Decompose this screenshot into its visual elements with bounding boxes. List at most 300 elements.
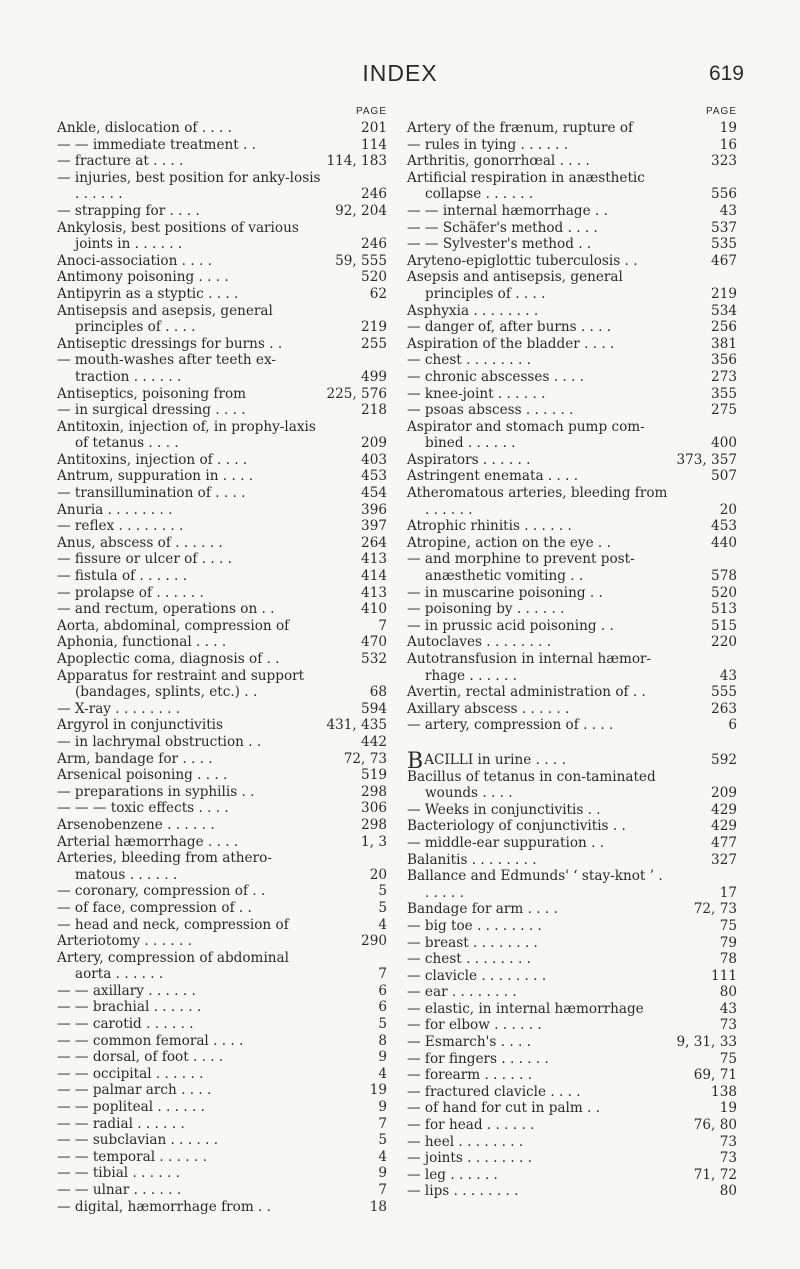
index-entry-term [57, 585, 387, 602]
index-entry [407, 835, 737, 852]
index-entry-term [407, 1167, 737, 1184]
index-entry-page: 219 [711, 285, 737, 302]
index-entry-term [57, 1132, 387, 1149]
index-entry-term [57, 850, 387, 883]
index-entry-term [57, 518, 387, 535]
index-entry-text: — — internal hæmorrhage . . [407, 202, 608, 219]
index-entry-page: 201 [361, 120, 387, 136]
index-entry-term [57, 800, 387, 817]
index-entry-page: 6 [378, 999, 387, 1016]
index-entry [407, 253, 737, 270]
index-entry-page: 413 [361, 551, 387, 568]
index-entry-text: Anoci-association . . . . [57, 252, 212, 269]
index-entry [407, 170, 737, 203]
index-entry [57, 1132, 387, 1149]
index-entry [407, 1017, 737, 1034]
index-entry-page: 80 [719, 984, 737, 1001]
index-entry [407, 1100, 737, 1117]
index-entry-text: Aspirators . . . . . . [407, 451, 531, 468]
index-entry [57, 983, 387, 1000]
index-entry [57, 120, 387, 137]
index-entry [57, 535, 387, 552]
index-entry-text: — strapping for . . . . [57, 202, 200, 219]
index-entry-text: — big toe . . . . . . . . [407, 917, 542, 934]
index-entry-term [57, 883, 387, 900]
index-entry-text: — for head . . . . . . [407, 1117, 535, 1134]
index-entry-page: 454 [361, 485, 387, 502]
index-entry-page: 7 [378, 1182, 387, 1198]
index-entry-term [57, 900, 387, 917]
index-entry-text: Atheromatous arteries, bleeding from . . . . . . [407, 485, 668, 518]
index-entry [57, 485, 387, 502]
index-entry-page: 9 [378, 1099, 387, 1116]
index-entry-text: ACILLI in urine . . . . [424, 751, 566, 768]
index-entry-term [57, 452, 387, 469]
index-entry [57, 452, 387, 469]
index-entry-text: — for fingers . . . . . . [407, 1050, 549, 1067]
index-entry-term [407, 203, 737, 220]
index-entry-page: 256 [711, 319, 737, 336]
index-entry-term [57, 1033, 387, 1050]
index-entry-page: 1, 3 [361, 833, 387, 850]
index-entry-page: 43 [719, 202, 737, 219]
index-entry [407, 386, 737, 403]
index-entry-term [57, 1082, 387, 1099]
page-column-label: PAGE [705, 106, 737, 117]
index-entry-text: — chronic abscesses . . . . [407, 368, 584, 385]
index-entry [407, 269, 737, 302]
index-entry-text: Autoclaves . . . . . . . . [407, 634, 552, 651]
index-entry-page: 520 [711, 584, 737, 601]
index-entry-page: 519 [361, 767, 387, 784]
index-entry-page: 71, 72 [693, 1166, 737, 1183]
index-entry-text: — — occipital . . . . . . [57, 1065, 204, 1082]
index-entry-page: 467 [711, 252, 737, 269]
index-entry-page: 507 [711, 468, 737, 485]
index-entry-page: 5 [378, 883, 387, 900]
index-entry-term [407, 1100, 737, 1117]
index-entry [407, 634, 737, 651]
index-entry [407, 336, 737, 353]
index-entry-term [57, 269, 387, 286]
index-entry-term [57, 618, 387, 635]
index-entry-page: 7 [378, 966, 387, 983]
index-entry [407, 1084, 737, 1101]
index-entry-page: 20 [719, 501, 737, 518]
index-entry-page: 534 [711, 302, 737, 319]
index-entry-page: 273 [711, 368, 737, 385]
index-entry-term [407, 717, 737, 734]
index-entry-text: — danger of, after burns . . . . [407, 319, 612, 336]
index-entry [407, 236, 737, 253]
index-entry-text: Antiseptics, poisoning from [57, 385, 247, 402]
index-entry-text: — Weeks in conjunctivitis . . [407, 801, 601, 818]
index-entry-text: — — popliteal . . . . . . [57, 1099, 205, 1116]
index-entry-page: 414 [361, 568, 387, 585]
index-entry-page: 72, 73 [693, 901, 737, 918]
index-entry-text: Arsenical poisoning . . . . [57, 767, 228, 784]
index-entry-text: Asepsis and antisepsis, general principles of . . . . [407, 269, 623, 302]
index-entry-page: 219 [361, 319, 387, 336]
index-entry-page: 513 [711, 601, 737, 618]
index-entry-term [57, 933, 387, 950]
index-entry-text: — joints . . . . . . . . [407, 1150, 532, 1167]
drop-initial: B [407, 748, 424, 774]
index-entry-page: 431, 435 [326, 717, 387, 734]
index-entry-term [407, 1134, 737, 1151]
index-entry [407, 984, 737, 1001]
index-entry-term [57, 352, 387, 385]
index-entry-text: Antimony poisoning . . . . [57, 269, 229, 286]
index-entry [57, 900, 387, 917]
index-entry-text: Artery of the frænum, rupture of [407, 120, 634, 136]
index-entry [57, 1116, 387, 1133]
index-entry [407, 868, 737, 901]
index-entry-page: 264 [361, 534, 387, 551]
index-entry-term [407, 137, 737, 154]
index-entry-term [407, 769, 737, 802]
index-entry-page: 532 [361, 651, 387, 667]
index-entry-text: — — brachial . . . . . . [57, 999, 202, 1016]
index-entry [57, 1199, 387, 1216]
index-entry-term [57, 551, 387, 568]
index-entry-page: 355 [711, 385, 737, 402]
index-entry-text: — of hand for cut in palm . . [407, 1100, 601, 1117]
index-entry [407, 901, 737, 918]
index-entry-text: Aryteno-epiglottic tuberculosis . . [407, 252, 638, 269]
index-entry-page: 323 [711, 153, 737, 170]
index-entry-text: — in surgical dressing . . . . [57, 402, 246, 419]
index-entry-text: Asphyxia . . . . . . . . [407, 302, 539, 319]
index-entry [57, 568, 387, 585]
index-column-right [407, 106, 737, 1200]
index-entry [57, 917, 387, 934]
index-entry-page: 5 [378, 1132, 387, 1149]
index-entry-page: 4 [378, 1148, 387, 1165]
index-entry-list [407, 120, 737, 1200]
index-entry-term [57, 651, 387, 668]
index-entry-page: 556 [711, 186, 737, 203]
index-entry-term [57, 419, 387, 452]
index-entry-page: 373, 357 [676, 451, 737, 468]
index-entry-term [57, 220, 387, 253]
index-entry-term [57, 1116, 387, 1133]
index-entry [407, 935, 737, 952]
index-entry [57, 269, 387, 286]
index-entry-text: — for elbow . . . . . . [407, 1017, 542, 1034]
index-entry-text: — knee-joint . . . . . . [407, 385, 546, 402]
index-entry [57, 834, 387, 851]
index-entry-text: Astringent enemata . . . . [407, 468, 579, 485]
index-entry-page: 403 [361, 451, 387, 468]
index-entry [57, 933, 387, 950]
index-entry-term [57, 668, 387, 701]
index-entry-text: — — — toxic effects . . . . [57, 800, 229, 817]
index-entry-page: 138 [711, 1083, 737, 1100]
index-entry-page: 19 [369, 1082, 387, 1099]
index-entry [407, 551, 737, 584]
index-entry [57, 1066, 387, 1083]
index-entry-text: — in lachrymal obstruction . . [57, 733, 262, 750]
index-entry-page: 5 [378, 899, 387, 916]
index-entry-page: 515 [711, 617, 737, 634]
index-entry-term [407, 336, 737, 353]
index-entry-text: — — Schäfer's method . . . . [407, 219, 598, 236]
index-entry-page: 555 [711, 684, 737, 701]
index-entry-page: 72, 73 [343, 750, 387, 767]
index-entry-page: 429 [711, 818, 737, 835]
index-entry-term [407, 369, 737, 386]
index-entry-text: — clavicle . . . . . . . . [407, 967, 547, 984]
index-entry [57, 1149, 387, 1166]
index-entry-page: 69, 71 [693, 1067, 737, 1084]
index-entry-text: — fractured clavicle . . . . [407, 1083, 581, 1100]
index-entry-term [57, 701, 387, 718]
index-entry-term [407, 1150, 737, 1167]
index-entry [57, 618, 387, 635]
index-entry [407, 1183, 737, 1200]
index-entry-text: Artery, compression of abdominal aorta . . . . . . [57, 949, 290, 983]
index-entry-page: 594 [361, 700, 387, 717]
index-entry-text: Bacteriology of conjunctivitis . . [407, 818, 626, 835]
index-entry-page: 16 [719, 136, 737, 153]
index-entry-page: 499 [361, 368, 387, 385]
index-entry-page: 73 [719, 1133, 737, 1150]
index-entry [57, 386, 387, 403]
index-entry-term [407, 518, 737, 535]
index-entry-page: 4 [378, 1065, 387, 1082]
index-entry [57, 303, 387, 336]
index-entry-page: 397 [361, 518, 387, 535]
index-entry-term [57, 1199, 387, 1216]
index-entry-text: — transillumination of . . . . [57, 485, 246, 502]
index-entry [407, 1167, 737, 1184]
index-entry-text: Bacillus of tetanus in con-taminated wounds . . . . [407, 768, 656, 802]
index-entry-term [407, 419, 737, 452]
index-entry-page: 413 [361, 584, 387, 601]
index-entry-term [407, 968, 737, 985]
index-entry [407, 535, 737, 552]
index-entry-term [407, 402, 737, 419]
index-entry-text: Axillary abscess . . . . . . [407, 700, 570, 717]
index-entry [57, 1082, 387, 1099]
index-entry-page: 114, 183 [326, 153, 387, 170]
index-entry-text: — and rectum, operations on . . [57, 601, 275, 618]
index-entry-term [407, 701, 737, 718]
index-entry-text: Avertin, rectal administration of . . [407, 684, 646, 701]
index-entry-page: 218 [361, 402, 387, 419]
index-entry-text: Ballance and Edmunds' ‘ stay-knot ’ . . . . . . [407, 868, 663, 901]
index-entry-page: 306 [361, 800, 387, 817]
index-entry-text: Aspiration of the bladder . . . . [407, 335, 615, 352]
index-entry-text: — leg . . . . . . [407, 1166, 498, 1183]
index-entry-text: — forearm . . . . . . [407, 1067, 533, 1084]
index-entry-text: — rules in tying . . . . . . [407, 136, 569, 153]
index-entry-term [407, 684, 737, 701]
index-entry [57, 170, 387, 203]
index-entry-page: 62 [369, 285, 387, 302]
index-entry [407, 651, 737, 684]
index-entry [407, 402, 737, 419]
index-entry-page: 9, 31, 33 [676, 1034, 737, 1051]
index-entry-page: 75 [719, 1050, 737, 1067]
index-entry [407, 918, 737, 935]
index-entry [407, 153, 737, 170]
index-entry [407, 468, 737, 485]
index-entry-text: Balanitis . . . . . . . . [407, 851, 537, 868]
index-entry [57, 1016, 387, 1033]
index-entry-text: Ankle, dislocation of . . . . [57, 120, 232, 136]
index-entry-term [57, 1066, 387, 1083]
index-entry-page: 75 [719, 917, 737, 934]
index-entry-text: Anuria . . . . . . . . [57, 501, 173, 518]
index-entry-page: 59, 555 [335, 252, 387, 269]
index-entry [57, 253, 387, 270]
index-entry-term [57, 634, 387, 651]
index-entry-page: 290 [361, 933, 387, 950]
index-entry-text: — X-ray . . . . . . . . [57, 700, 181, 717]
index-entry-page: 6 [378, 982, 387, 999]
index-entry-text: — lips . . . . . . . . [407, 1183, 519, 1200]
index-entry-text: — — tibial . . . . . . [57, 1165, 180, 1182]
index-entry-page: 327 [711, 851, 737, 868]
index-entry-term [407, 585, 737, 602]
index-entry-term [407, 1001, 737, 1018]
index-entry-term [57, 1149, 387, 1166]
index-entry-term [407, 901, 737, 918]
index-entry-page: 9 [378, 1165, 387, 1182]
index-entry [407, 137, 737, 154]
index-entry-page: 114 [361, 136, 387, 153]
index-entry-text: — poisoning by . . . . . . [407, 601, 565, 618]
index-entry-term [407, 818, 737, 835]
index-entry-page: 246 [361, 186, 387, 203]
index-entry [407, 518, 737, 535]
index-entry-term [57, 286, 387, 303]
index-entry [57, 1033, 387, 1050]
index-entry-text: — reflex . . . . . . . . [57, 518, 184, 535]
index-entry-page: 356 [711, 352, 737, 369]
index-entry-text: Antipyrin as a styptic . . . . [57, 285, 239, 302]
index-entry-text: Aorta, abdominal, compression of [57, 617, 290, 634]
index-entry-text: Aspirator and stomach pump com-bined . . . . . . [407, 418, 645, 452]
index-entry-term [407, 951, 737, 968]
index-entry-page: 19 [719, 120, 737, 136]
index-entry-term [57, 336, 387, 353]
index-entry-text: — — axillary . . . . . . [57, 982, 196, 999]
index-entry-text: — Esmarch's . . . . [407, 1034, 531, 1051]
index-entry-term [407, 651, 737, 684]
index-entry-text: Argyrol in conjunctivitis [57, 717, 223, 734]
index-entry-term [57, 983, 387, 1000]
index-column-left [57, 106, 387, 1215]
index-entry-page: 5 [378, 1016, 387, 1033]
index-entry-term [57, 767, 387, 784]
index-entry-term [57, 950, 387, 983]
index-entry-page: 79 [719, 934, 737, 951]
index-entry [57, 352, 387, 385]
index-entry-term [57, 601, 387, 618]
index-entry [57, 220, 387, 253]
index-entry-page: 209 [711, 785, 737, 802]
index-entry-page: 535 [711, 236, 737, 253]
index-entry-text: Bandage for arm . . . . [407, 901, 558, 918]
index-entry-term [57, 751, 387, 768]
index-entry-page: 453 [361, 468, 387, 485]
index-entry-term [407, 170, 737, 203]
index-entry-term [407, 1051, 737, 1068]
index-entry [57, 701, 387, 718]
index-entry-text: — fistula of . . . . . . [57, 568, 188, 585]
index-entry-text: Artificial respiration in anæsthetic collapse . . . . . . [407, 169, 645, 203]
index-entry-term [57, 170, 387, 203]
index-entry-page: 477 [711, 834, 737, 851]
index-entry-text: Aphonia, functional . . . . [57, 634, 227, 651]
index-entry-term [407, 303, 737, 320]
index-entry-term [407, 1017, 737, 1034]
index-entry-text: Atrophic rhinitis . . . . . . [407, 518, 572, 535]
index-entry-term [407, 352, 737, 369]
index-entry-text: Apoplectic coma, diagnosis of . . [57, 651, 280, 667]
index-entry-text: — head and neck, compression of [57, 916, 289, 933]
index-entry-term [57, 568, 387, 585]
index-entry-text: — ear . . . . . . . . [407, 984, 517, 1001]
index-entry [407, 701, 737, 718]
index-entry [407, 319, 737, 336]
index-entry [407, 419, 737, 452]
index-entry [57, 1182, 387, 1199]
index-entry-term [57, 485, 387, 502]
index-entry [57, 717, 387, 734]
index-entry-page: 537 [711, 219, 737, 236]
index-entry-page: 18 [369, 1198, 387, 1215]
index-entry-term [57, 817, 387, 834]
index-entry-term [57, 402, 387, 419]
index-entry-page: 255 [361, 335, 387, 352]
index-entry-text: — — palmar arch . . . . [57, 1082, 212, 1099]
index-entry-text: Antitoxin, injection of, in prophy-laxis of tetanus . . . . [57, 418, 316, 452]
index-entry-text: — in muscarine poisoning . . [407, 584, 603, 601]
index-entry-page: 429 [711, 801, 737, 818]
index-entry-term [407, 153, 737, 170]
index-entry-term [407, 918, 737, 935]
index-entry [407, 618, 737, 635]
index-entry-term [57, 1099, 387, 1116]
index-entry-text: Arsenobenzene . . . . . . [57, 816, 215, 833]
index-entry-text: — middle-ear suppuration . . [407, 834, 605, 851]
index-entry-text: Arteriotomy . . . . . . [57, 933, 192, 950]
index-entry-text: — — Sylvester's method . . [407, 236, 592, 253]
index-entry-text: Antiseptic dressings for burns . . [57, 335, 283, 352]
index-entry [407, 1051, 737, 1068]
index-entry-text: — of face, compression of . . [57, 899, 252, 916]
index-entry-page: 440 [711, 534, 737, 551]
index-entry-page: 470 [361, 634, 387, 651]
index-entry [57, 518, 387, 535]
index-entry-list [57, 120, 387, 1215]
index-entry-page: 43 [719, 1000, 737, 1017]
index-entry [57, 734, 387, 751]
index-entry [407, 951, 737, 968]
index-entry-text: Arthritis, gonorrhœal . . . . [407, 153, 590, 170]
index-entry-term [57, 502, 387, 519]
index-entry-text: Atropine, action on the eye . . [407, 534, 611, 551]
index-entry-term [407, 601, 737, 618]
index-entry-term [57, 137, 387, 154]
index-entry-text: — — temporal . . . . . . [57, 1148, 207, 1165]
index-entry-page: 43 [719, 667, 737, 684]
index-entry-page: 381 [711, 335, 737, 352]
